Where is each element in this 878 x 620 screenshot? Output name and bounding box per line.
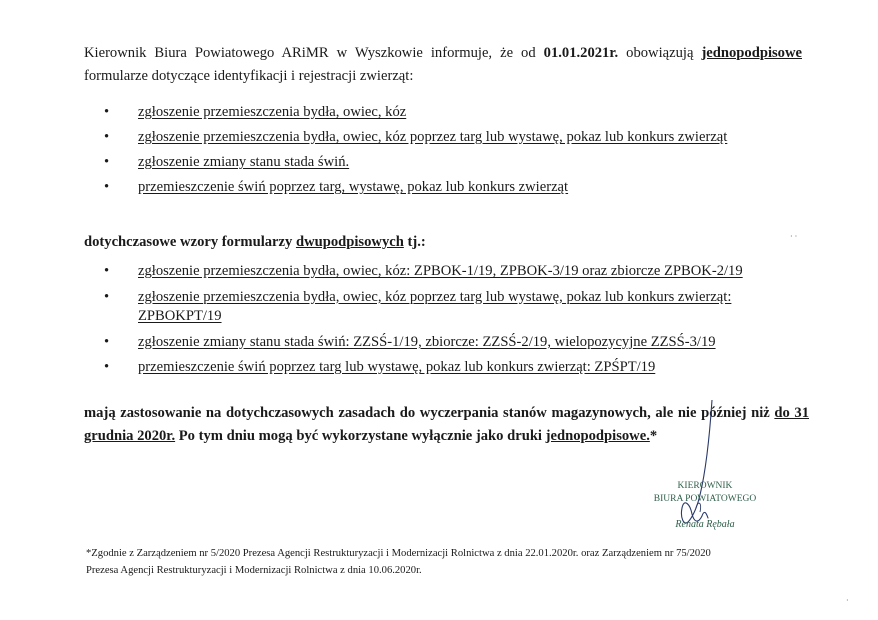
list-item [84,179,804,196]
bullet-icon: • [104,104,110,120]
bullet-icon: • [104,179,110,195]
intro-paragraph [84,42,802,88]
section2-dwupodpisowych: dwupodpisowych [295,234,404,250]
list-item-text: przemieszczenie świń poprzez targ, wystawę, pokaz lub konkurs zwierząt [138,179,569,195]
list-item-text: zgłoszenie zmiany stanu stada świń. [138,154,350,170]
intro-suffix: formularze dotyczące identyfikacji i rejestracji zwierząt: [84,68,414,84]
closing-jednopodpisowe: jednopodpisowe. [545,428,650,444]
bullet-icon: • [104,359,110,375]
scan-speck-icon: · · [790,232,798,241]
closing-part2: Po tym dniu mogą być wykorzystane wyłącznie jako druki [175,428,546,444]
closing-deadline: do 31 grudnia 2020r. [84,405,809,444]
closing-asterisk: * [649,428,658,444]
stamp-name: Renata Rębała [675,519,735,530]
section2-prefix: dotychczasowe wzory formularzy [84,234,296,250]
footnote-line2: Prezesa Agencji Restrukturyzacji i Modernizacji Rolnictwa z dnia 10.06.2020r. [86,565,422,576]
list-item [84,104,804,121]
new-forms-list [84,104,804,204]
intro-middle: obowiązują [618,45,702,61]
list-item [84,154,804,171]
bullet-icon: • [104,288,110,305]
intro-prefix: Kierownik Biura Powiatowego ARiMR w Wyszkowie informuje, że od [84,45,544,61]
intro-jednopodpisowe: jednopodpisowe [701,45,802,61]
list-item [84,358,808,378]
list-item [84,262,808,282]
list-item-text: zgłoszenie przemieszczenia bydła, owiec, kóz poprzez targ lub wystawę, pokaz lub konkurs zwierząt [138,129,728,145]
bullet-icon: • [104,154,110,170]
list-item [84,333,808,353]
list-item [84,129,804,146]
list-item [84,288,808,327]
bullet-icon: • [104,129,110,145]
section2-heading [84,234,426,251]
intro-date: 01.01.2021r. [543,45,619,61]
old-forms-list [84,262,808,384]
closing-part1: mają zastosowanie na dotychczasowych zasadach do wyczerpania stanów magazynowych, ale nie później niż [84,405,775,421]
scan-speck-icon: · [846,596,849,605]
stamp-line2: BIURA POWIATOWEGO [653,494,757,504]
section2-suffix: tj.: [403,234,426,250]
footnote [86,545,816,579]
list-item-text: zgłoszenie przemieszczenia bydła, owiec, kóz poprzez targ lub wystawę, pokaz lub konkurs zwierząt: ZPBOKPT/19 [138,288,732,324]
bullet-icon: • [104,333,110,350]
list-item-text: przemieszczenie świń poprzez targ lub wystawę, pokaz lub konkurs zwierząt: ZPŚPT/19 [138,359,656,375]
footnote-line1: *Zgodnie z Zarządzeniem nr 5/2020 Prezesa Agencji Restrukturyzacji i Modernizacji Rolnictwa z dnia 22.01.2020r. oraz Zarządzeniem nr 75/2020 [86,548,711,559]
official-stamp [630,480,780,530]
list-item-text: zgłoszenie przemieszczenia bydła, owiec, kóz: ZPBOK-1/19, ZPBOK-3/19 oraz zbiorcze ZPBOK-2/19 [138,263,743,279]
list-item-text: zgłoszenie zmiany stanu stada świń: ZZSŚ-1/19, zbiorcze: ZZSŚ-2/19, wielopozycyjne ZZSŚ-3/19 [138,333,716,350]
bullet-icon: • [104,263,110,279]
list-item-text: zgłoszenie przemieszczenia bydła, owiec, kóz [138,104,407,120]
stamp-line1: KIEROWNIK [677,481,733,491]
